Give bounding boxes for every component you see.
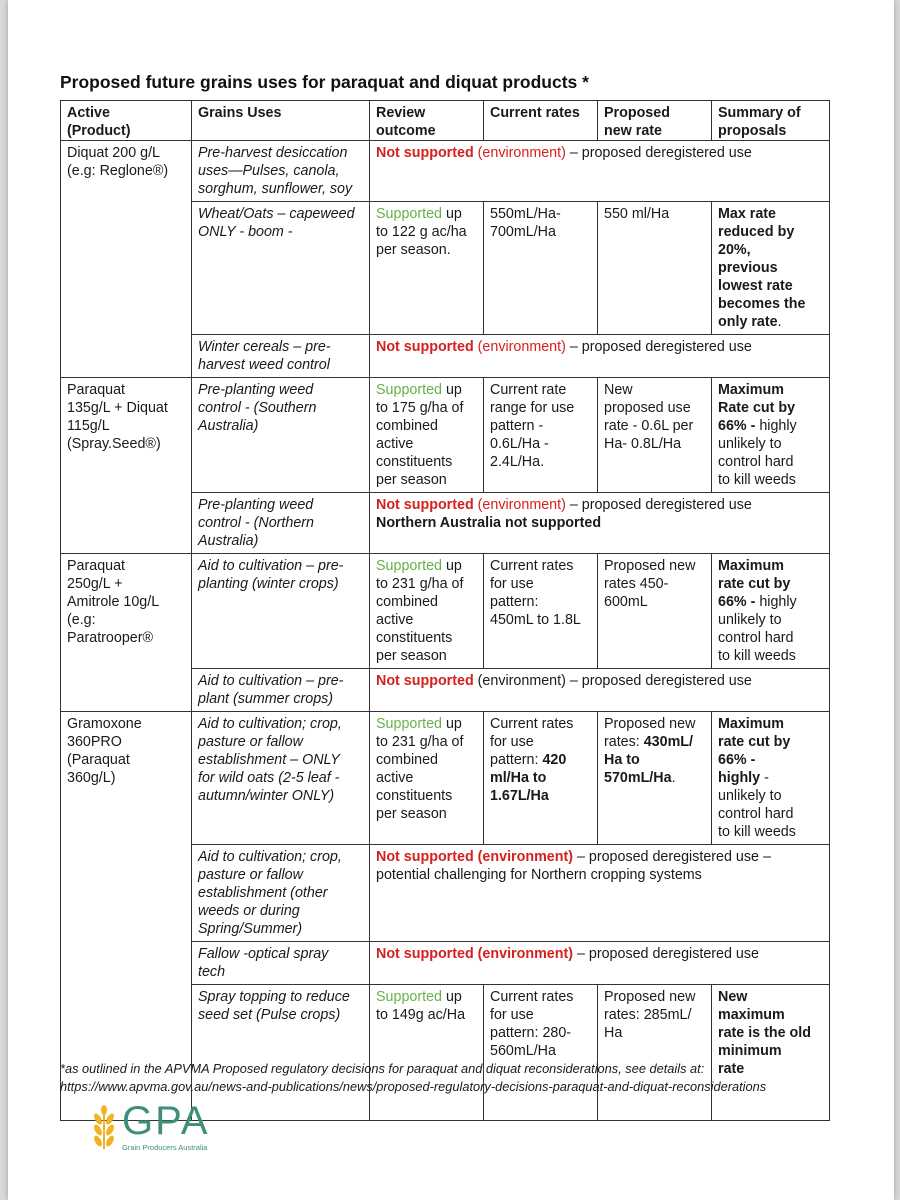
grains-use-cell: Winter cereals – pre- harvest weed control <box>192 335 370 378</box>
proposed-rate-cell: 550 ml/Ha <box>598 202 712 335</box>
grains-use-cell: Pre-planting weed control - (Southern Australia) <box>192 378 370 493</box>
header-summary: Summary of proposals <box>712 101 830 141</box>
review-outcome-cell: Not supported (environment) – proposed deregistered use <box>370 669 830 712</box>
active-product-cell: Gramoxone 360PRO (Paraquat 360g/L) <box>61 712 192 1121</box>
proposed-rate-cell: Proposed new rates: 430mL/ Ha to 570mL/Ha. <box>598 712 712 845</box>
page-title: Proposed future grains uses for paraquat and diquat products * <box>60 72 589 92</box>
grains-use-cell: Fallow -optical spray tech <box>192 942 370 985</box>
current-rates-cell: Current rates for use pattern: 450mL to 1.8L <box>484 554 598 669</box>
active-product-cell: Diquat 200 g/L (e.g: Reglone®) <box>61 141 192 378</box>
active-product-cell: Paraquat 135g/L + Diquat 115g/L (Spray.Seed®) <box>61 378 192 554</box>
grains-use-cell: Wheat/Oats – capeweed ONLY - boom - <box>192 202 370 335</box>
current-rates-cell: 550mL/Ha- 700mL/Ha <box>484 202 598 335</box>
review-outcome-cell: Not supported (environment) – proposed deregistered use – potential challenging for Northern cropping systems <box>370 845 830 942</box>
wheat-icon <box>88 1105 120 1151</box>
table-row <box>61 554 830 669</box>
footnote-url[interactable]: https://www.apvma.gov.au/news-and-publications/news/proposed-regulatory-decisions-paraquat-and-diquat-reconsiderations <box>60 1079 767 1094</box>
header-grains-uses: Grains Uses <box>192 101 370 141</box>
logo-name: GPA <box>122 1099 210 1143</box>
logo-subtitle: Grain Producers Australia <box>122 1143 208 1152</box>
header-proposed-rate: Proposed new rate <box>598 101 712 141</box>
table-row <box>61 378 830 493</box>
summary-cell: Maximum rate cut by 66% - highly unlikely to control hard to kill weeds <box>712 554 830 669</box>
summary-cell: Maximum rate cut by 66% - highly - unlikely to control hard to kill weeds <box>712 712 830 845</box>
review-outcome-cell: Supported up to 231 g/ha of combined active constituents per season <box>370 712 484 845</box>
review-outcome-cell: Not supported (environment) – proposed deregistered use Northern Australia not supported <box>370 493 830 554</box>
header-review-outcome: Review outcome <box>370 101 484 141</box>
review-outcome-cell: Supported up to 175 g/ha of combined active constituents per season <box>370 378 484 493</box>
table-row <box>61 712 830 845</box>
current-rates-cell: Current rate range for use pattern - 0.6L/Ha - 2.4L/Ha. <box>484 378 598 493</box>
grains-use-cell: Aid to cultivation – pre- plant (summer crops) <box>192 669 370 712</box>
grains-use-cell: Aid to cultivation; crop, pasture or fallow establishment – ONLY for wild oats (2-5 leaf - autumn/winter ONLY) <box>192 712 370 845</box>
grains-use-cell: Pre-planting weed control - (Northern Australia) <box>192 493 370 554</box>
review-outcome-cell: Supported up to 231 g/ha of combined active constituents per season <box>370 554 484 669</box>
header-row <box>61 101 830 141</box>
gpa-logo <box>88 1099 238 1153</box>
review-outcome-cell: Not supported (environment) – proposed deregistered use <box>370 335 830 378</box>
proposals-table <box>60 100 830 1121</box>
proposed-rate-cell: Proposed new rates: 285mL/ Ha <box>598 985 712 1121</box>
current-rates-cell: Current rates for use pattern: 420 ml/Ha to 1.67L/Ha <box>484 712 598 845</box>
current-rates-cell: Current rates for use pattern: 280- 560mL/Ha <box>484 985 598 1121</box>
summary-cell: Maximum Rate cut by 66% - highly unlikely to control hard to kill weeds <box>712 378 830 493</box>
review-outcome-cell: Supported up to 122 g ac/ha per season. <box>370 202 484 335</box>
footnote <box>60 1060 860 1096</box>
proposed-rate-cell: Proposed new rates 450- 600mL <box>598 554 712 669</box>
document-page <box>8 0 894 1200</box>
grains-use-cell: Spray topping to reduce seed set (Pulse crops) <box>192 985 370 1121</box>
review-outcome-cell: Not supported (environment) – proposed deregistered use <box>370 141 830 202</box>
active-product-cell: Paraquat 250g/L + Amitrole 10g/L (e.g: Paratrooper® <box>61 554 192 712</box>
summary-cell: Max rate reduced by 20%, previous lowest rate becomes the only rate. <box>712 202 830 335</box>
proposed-rate-cell: New proposed use rate - 0.6L per Ha- 0.8L/Ha <box>598 378 712 493</box>
summary-cell: New maximum rate is the old minimum rate <box>712 985 830 1121</box>
header-active: Active (Product) <box>61 101 192 141</box>
header-current-rates: Current rates <box>484 101 598 141</box>
review-outcome-cell: Not supported (environment) – proposed deregistered use <box>370 942 830 985</box>
footnote-text: *as outlined in the APVMA Proposed regulatory decisions for paraquat and diquat reconsiderations, see details at: <box>60 1061 705 1076</box>
grains-use-cell: Aid to cultivation; crop, pasture or fallow establishment (other weeds or during Spring/Summer) <box>192 845 370 942</box>
review-outcome-cell: Supported up to 149g ac/Ha <box>370 985 484 1121</box>
grains-use-cell: Pre-harvest desiccation uses—Pulses, canola, sorghum, sunflower, soy <box>192 141 370 202</box>
grains-use-cell: Aid to cultivation – pre- planting (winter crops) <box>192 554 370 669</box>
table-row <box>61 141 830 202</box>
